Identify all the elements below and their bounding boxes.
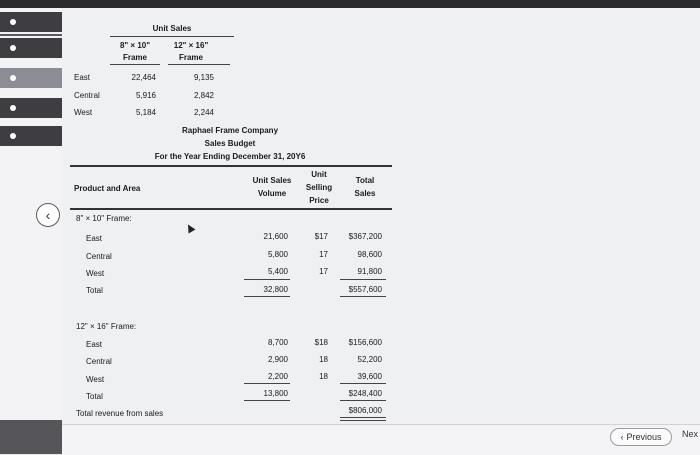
header-rule — [70, 208, 392, 210]
total-rule — [244, 296, 290, 297]
table-cell: 2,244 — [193, 108, 214, 117]
header-rule — [70, 165, 392, 167]
table-cell: 5,400 — [267, 267, 288, 276]
table-cell: 98,600 — [357, 250, 382, 259]
table-row-label: Central — [74, 91, 100, 100]
total-label: Total — [86, 392, 103, 401]
sidebar-item-2[interactable] — [0, 38, 62, 58]
table-cell: $17 — [314, 232, 328, 241]
col-underline — [110, 64, 160, 65]
bullet-icon — [10, 75, 16, 81]
grand-total-label: Total revenue from sales — [76, 409, 164, 418]
table-cell: 5,184 — [135, 108, 156, 117]
total-volume: 13,800 — [263, 389, 288, 398]
bullet-icon — [10, 19, 16, 25]
total-rule — [244, 400, 290, 401]
table-cell: 8,700 — [267, 338, 288, 347]
table-row-label: West — [74, 108, 93, 117]
subtotal-rule — [244, 383, 290, 384]
table-cell: 18 — [319, 372, 328, 381]
screen-top-bar — [0, 0, 700, 8]
bullet-icon — [10, 45, 16, 51]
total-sales: $248,400 — [348, 389, 382, 398]
table-row-label: East — [74, 73, 91, 82]
report-title: Sales Budget — [204, 139, 256, 148]
table-row-label: Central — [86, 357, 112, 366]
table-cell: 17 — [319, 250, 328, 259]
col-underline — [168, 64, 230, 65]
previous-label: Previous — [626, 432, 662, 442]
table-cell: 2,842 — [193, 91, 214, 100]
table-cell: 2,200 — [267, 372, 288, 381]
table-cell: 22,464 — [131, 73, 156, 82]
grand-total-value: $806,000 — [348, 406, 382, 415]
total-volume: 32,800 — [263, 285, 288, 294]
left-sidebar — [0, 8, 62, 454]
table-cell: 5,800 — [267, 250, 288, 259]
table-row-label: East — [86, 340, 103, 349]
sidebar-divider — [0, 34, 62, 36]
bullet-icon — [10, 105, 16, 111]
bottom-nav-bar — [62, 424, 700, 455]
subtotal-rule — [340, 279, 386, 280]
section-label: 8" × 10" Frame: — [76, 214, 132, 223]
col-12x16-line2: Frame — [178, 53, 203, 62]
col-12x16-line1: 12" × 16" — [173, 41, 209, 50]
table-cell: 17 — [319, 267, 328, 276]
chevron-left-icon: ‹ — [45, 207, 51, 223]
report-period: For the Year Ending December 31, 20Y6 — [154, 152, 306, 161]
col-header-volume-1: Unit Sales — [252, 176, 292, 185]
table-cell: 91,800 — [357, 267, 382, 276]
next-button[interactable]: Nex — [682, 429, 699, 439]
sidebar-item-1[interactable] — [0, 12, 62, 32]
chevron-left-icon: ‹ — [620, 432, 624, 442]
col-header-product: Product and Area — [74, 184, 141, 193]
grand-total-rule — [340, 420, 386, 421]
table-cell: 2,900 — [267, 355, 288, 364]
sidebar-footer — [0, 420, 62, 454]
previous-button[interactable] — [610, 428, 672, 446]
subtotal-rule — [244, 279, 290, 280]
sidebar-item-5[interactable] — [0, 126, 62, 146]
content-panel — [62, 8, 700, 454]
total-sales: $557,600 — [348, 285, 382, 294]
table-cell: 52,200 — [357, 355, 382, 364]
table-cell: 18 — [319, 355, 328, 364]
col-header-total-1: Total — [355, 176, 375, 185]
col-header-price-3: Price — [309, 196, 329, 205]
grand-total-rule — [340, 417, 386, 418]
subtotal-rule — [340, 383, 386, 384]
col-8x10-line2: Frame — [122, 53, 147, 62]
col-header-total-2: Sales — [354, 189, 376, 198]
bullet-icon — [10, 133, 16, 139]
unit-sales-title: Unit Sales — [152, 24, 192, 33]
table-cell: 9,135 — [193, 73, 214, 82]
table-cell: 5,916 — [135, 91, 156, 100]
table-row-label: East — [86, 234, 103, 243]
table-cell: 21,600 — [263, 232, 288, 241]
section-label: 12" × 16" Frame: — [76, 322, 137, 331]
table-cell: $367,200 — [348, 232, 382, 241]
back-button[interactable] — [36, 203, 60, 227]
table-row-label: West — [86, 269, 105, 278]
table-cell: 39,600 — [357, 372, 382, 381]
company-name: Raphael Frame Company — [181, 126, 279, 135]
col-header-price-2: Selling — [305, 183, 333, 192]
total-rule — [340, 400, 386, 401]
col-header-volume-2: Volume — [257, 189, 287, 198]
sidebar-item-3[interactable] — [0, 68, 62, 88]
table-cell: $156,600 — [348, 338, 382, 347]
table-cell: $18 — [314, 338, 328, 347]
total-rule — [340, 296, 386, 297]
col-8x10-line1: 8" × 10" — [119, 41, 151, 50]
sidebar-item-4[interactable] — [0, 98, 62, 118]
title-underline — [110, 36, 234, 37]
table-row-label: West — [86, 375, 105, 384]
table-row-label: Central — [86, 252, 112, 261]
col-header-price-1: Unit — [311, 170, 327, 179]
total-label: Total — [86, 286, 103, 295]
